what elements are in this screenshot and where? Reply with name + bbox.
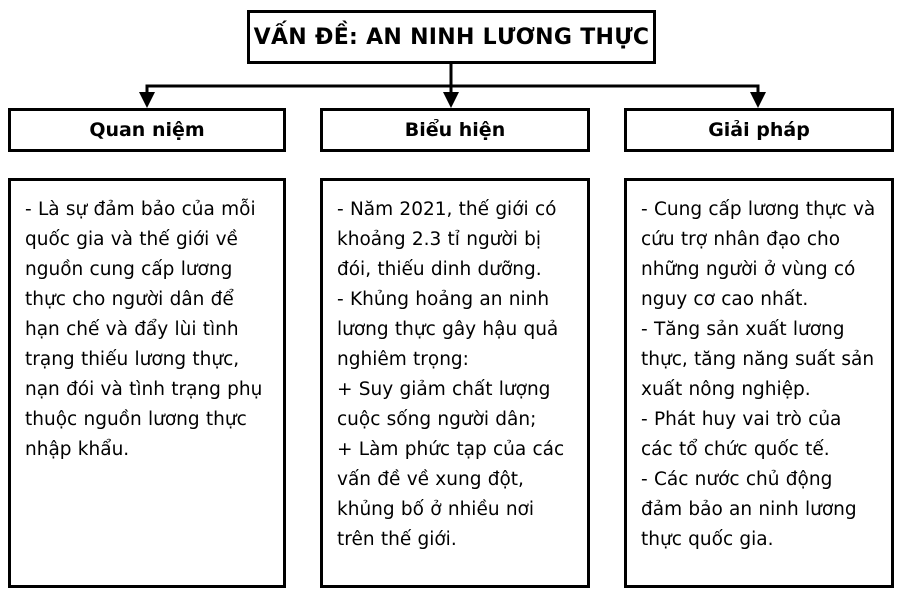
- arrowhead-right: [750, 92, 766, 108]
- branch-heading-quan-niem: [8, 108, 286, 152]
- arrowhead-middle: [443, 92, 459, 108]
- content-paragraph: - Các nước chủ động đảm bảo an ninh lương thực quốc gia.: [641, 468, 857, 550]
- root-node: [247, 10, 656, 64]
- branch-heading-label: Giải pháp: [708, 119, 810, 141]
- content-paragraph: - Tăng sản xuất lương thực, tăng năng suất sản xuất nông nghiệp.: [641, 318, 875, 400]
- branch-content-quan-niem: [8, 178, 286, 588]
- content-paragraph: - Cung cấp lương thực và cứu trợ nhân đạo cho những người ở vùng có nguy cơ cao nhất.: [641, 199, 876, 310]
- content-paragraph: - Năm 2021, thế giới có khoảng 2.3 tỉ người bị đói, thiếu dinh dưỡng.: [337, 199, 557, 280]
- content-paragraph: + Làm phức tạp của các vấn đề về xung đột, khủng bố ở nhiều nơi trên thế giới.: [337, 438, 565, 550]
- connector-left: [147, 64, 451, 98]
- branch-heading-bieu-hien: [320, 108, 590, 152]
- content-paragraph: - Là sự đảm bảo của mỗi quốc gia và thế giới về nguồn cung cấp lương thực cho người dân để hạn chế và đẩy lùi tình trạng thiếu lương thực, nạn đói và tình trạng phụ thuộc nguồn lương thực nhập khẩu.: [25, 199, 263, 460]
- branch-heading-giai-phap: [624, 108, 894, 152]
- arrowhead-left: [139, 92, 155, 108]
- branch-heading-label: Quan niệm: [89, 119, 205, 141]
- content-paragraph: + Suy giảm chất lượng cuộc sống người dân;: [337, 378, 551, 430]
- branch-content-bieu-hien: [320, 178, 590, 588]
- content-paragraph: - Phát huy vai trò của các tổ chức quốc tế.: [641, 408, 842, 460]
- branch-content-giai-phap: [624, 178, 894, 588]
- branch-heading-label: Biểu hiện: [404, 119, 506, 141]
- root-node-label: VẤN ĐỀ: AN NINH LƯƠNG THỰC: [253, 24, 650, 50]
- content-paragraph: - Khủng hoảng an ninh lương thực gây hậu quả nghiêm trọng:: [337, 288, 559, 370]
- connector-right: [451, 64, 758, 98]
